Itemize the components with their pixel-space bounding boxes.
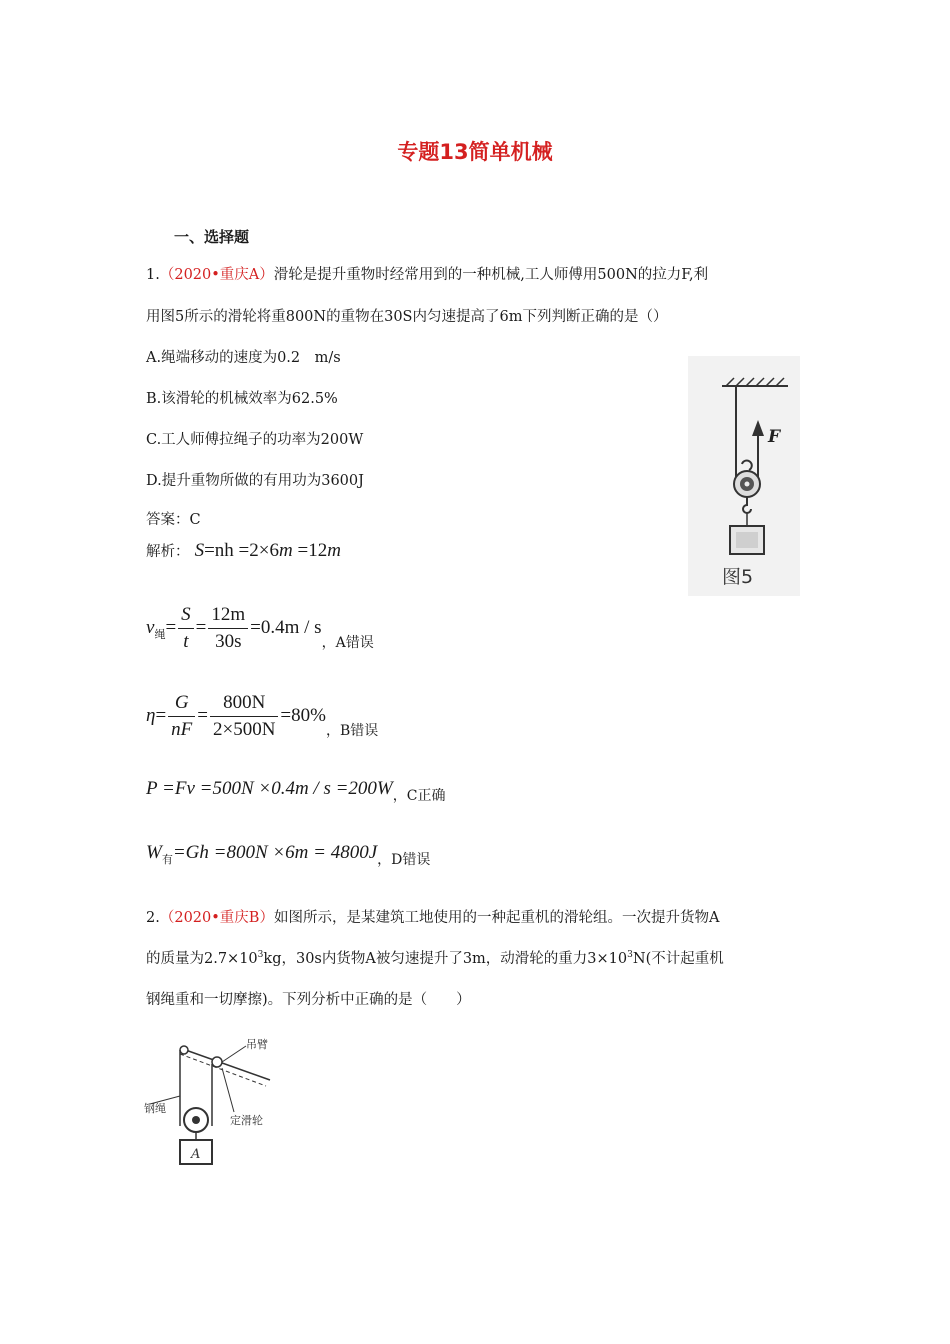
q2-line2: 的质量为$2.7\times 10^3kg$，30s内货物A被匀速提升了3m，动滑轮的重力$3\times 10^3N$(不计起重机 (146, 950, 724, 967)
equation-eta: η= $\frac{G}{nF}$ = $\frac{800N}{2\times 500N}$ =80%，B错误 (146, 692, 379, 740)
q1-text1: 滑轮是提升重物时经常用到的一种机械,工人师傅用500N的拉力F,利 (273, 267, 709, 283)
crane-pulley-figure (142, 1034, 292, 1176)
equation-w: $W_有=Gh =800N \times 6m = 4800J$，D错误 (146, 842, 431, 868)
analysis-label: 解析： (146, 544, 190, 560)
figure-5-pulley (688, 356, 800, 596)
label-block: A (191, 1147, 201, 1162)
figure-caption: 图5 (722, 566, 754, 588)
q2-text1: 如图所示，是某建筑工地使用的一种起重机的滑轮组。一次提升货物A (273, 910, 720, 926)
q1-line2: 用图5所示的滑轮将重800N的重物在30S内匀速提高了6m下列判断正确的是（） (146, 309, 668, 325)
label-arm: 吊臂 (246, 1038, 268, 1051)
q2-source: （2020•重庆B） (159, 910, 274, 926)
q1-line1 (146, 263, 708, 284)
q2-line1 (146, 906, 719, 927)
q1-analysis (146, 540, 341, 562)
q1-option-b: B.该滑轮的机械效率为62.5% (146, 391, 338, 407)
q1-option-d: D.提升重物所做的有用功为3600J (146, 473, 364, 489)
label-pulley: 定滑轮 (230, 1114, 263, 1127)
equation-p: P =Fv =500N ×0.4m / s =200W，C正确 (146, 778, 446, 804)
section-heading: 一、选择题 (174, 228, 250, 246)
q1-number: 1. (146, 267, 160, 283)
label-rope: 钢绳 (144, 1102, 166, 1115)
q2-line3: 钢绳重和一切摩擦)。下列分析中正确的是（ ） (146, 992, 471, 1008)
q1-source: （2020•重庆A） (159, 267, 274, 283)
q1-option-a: A.绳端移动的速度为0.2 m/s (146, 350, 341, 366)
page-title: 专题13简单机械 (397, 140, 553, 164)
q1-answer: 答案：C (146, 512, 201, 528)
q2-number: 2. (146, 910, 160, 926)
equation-v: $v_绳=$ $\frac{S}{t}$ = $\frac{12m}{30s}$ =0.4m / s，A错误 (146, 604, 374, 652)
force-label: F (768, 427, 781, 447)
q1-option-c: C.工人师傅拉绳子的功率为200W (146, 432, 364, 448)
equation-s: S=nh =2×6m =12m (194, 540, 341, 561)
